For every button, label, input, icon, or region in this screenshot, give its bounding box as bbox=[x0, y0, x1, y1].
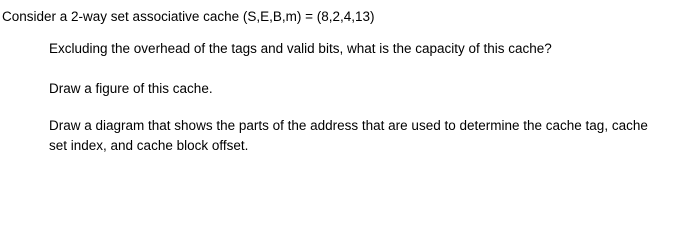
problem-intro: Consider a 2-way set associative cache (S,E,B,m) = (8,2,4,13) bbox=[2, 9, 375, 24]
question-capacity: Excluding the overhead of the tags and valid bits, what is the capacity of this cache? bbox=[49, 41, 552, 56]
question-address-diagram: Draw a diagram that shows the parts of the address that are used to determine the cache tag, cache set index, and cache block offset. bbox=[49, 118, 648, 153]
question-draw-figure: Draw a figure of this cache. bbox=[49, 81, 213, 96]
